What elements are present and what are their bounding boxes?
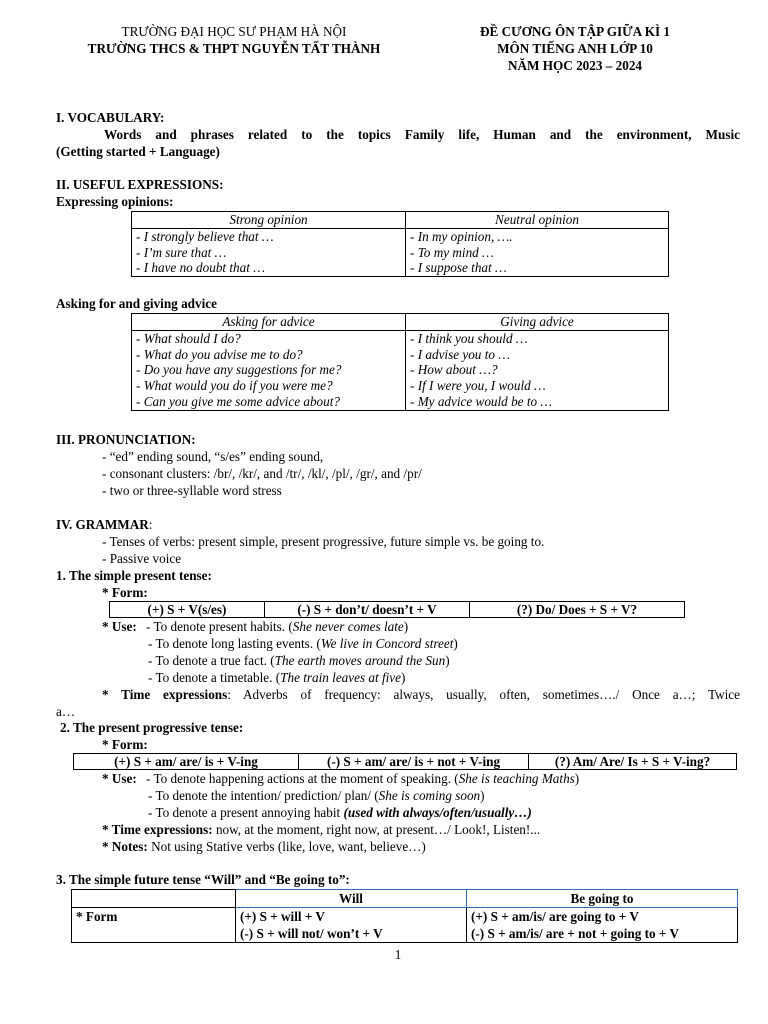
simple-present-title: 1. The simple present tense: — [56, 568, 212, 583]
table-cell: - To my mind … — [406, 245, 669, 261]
school-name-line2: TRƯỜNG THCS & THPT NGUYỄN TẤT THÀNH — [87, 41, 381, 56]
use-example: She never comes late — [292, 619, 404, 634]
opinions-table — [131, 211, 669, 277]
table-cell: - What do you advise me to do? — [132, 347, 406, 363]
use-end: ) — [401, 670, 406, 685]
use-text: - To denote a true fact. ( — [148, 653, 275, 668]
grammar-heading-text: IV. GRAMMAR — [56, 517, 149, 532]
time-label: * Time expressions: — [102, 822, 213, 837]
school-name-line1: TRƯỜNG ĐẠI HỌC SƯ PHẠM HÀ NỘI — [121, 24, 347, 39]
table-cell: - I advise you to … — [406, 347, 669, 363]
vocabulary-line2: (Getting started + Language) — [56, 144, 220, 159]
list-item: - “ed” ending sound, “s/es” ending sound, — [102, 449, 324, 464]
form-affirmative: (+) S + am/ are/ is + V-ing — [74, 754, 299, 770]
use-item — [148, 653, 450, 670]
use-end: ) — [445, 653, 450, 668]
table-cell: - What would you do if you were me? — [132, 378, 406, 394]
use-text: - To denote present habits. ( — [146, 619, 293, 634]
table-cell: - My advice would be to … — [406, 394, 669, 410]
time-expressions — [102, 822, 540, 839]
table-cell: - In my opinion, …. — [406, 228, 669, 244]
future-title: 3. The simple future tense “Will” and “Be going to”: — [56, 872, 350, 887]
table-header: Asking for advice — [132, 314, 406, 331]
use-item — [148, 788, 485, 805]
time-label: * Time expressions — [102, 687, 228, 702]
use-label: * Use: — [102, 619, 137, 634]
doc-title-line2: MÔN TIẾNG ANH LỚP 10 — [497, 41, 653, 56]
use-item — [146, 619, 408, 636]
form-question: (?) Am/ Are/ Is + S + V-ing? — [529, 754, 737, 770]
will-affirmative: (+) S + will + V — [240, 909, 325, 924]
list-item: - Tenses of verbs: present simple, present progressive, future simple vs. be going to. — [102, 534, 545, 549]
expressions-heading: II. USEFUL EXPRESSIONS: — [56, 177, 224, 192]
use-item — [148, 636, 458, 653]
time-expressions-cont: a… — [56, 704, 76, 719]
opinions-title: Expressing opinions: — [56, 194, 174, 209]
notes-text: Not using Stative verbs (like, love, want, believe…) — [147, 839, 426, 854]
table-cell — [467, 908, 738, 943]
table-cell: - I think you should … — [406, 330, 669, 346]
advice-table — [131, 313, 669, 411]
table-header — [72, 890, 236, 908]
doc-title-line1: ĐỀ CƯƠNG ÔN TẬP GIỮA KÌ 1 — [479, 24, 670, 39]
notes — [102, 839, 426, 856]
use-item — [148, 670, 405, 687]
page-number: 1 — [394, 947, 402, 962]
list-item: - consonant clusters: /br/, /kr/, and /tr/, /kl/, /pl/, /gr/, and /pr/ — [102, 466, 422, 481]
use-text: - To denote a timetable. ( — [148, 670, 281, 685]
table-cell: - I suppose that … — [406, 260, 669, 276]
table-header: Will — [236, 890, 467, 908]
list-item: - two or three-syllable word stress — [102, 483, 282, 498]
going-affirmative: (+) S + am/is/ are going to + V — [471, 909, 639, 924]
use-item — [146, 771, 579, 788]
use-example: She is coming soon — [378, 788, 481, 803]
use-example: We live in Concord street — [320, 636, 454, 651]
future-comparison-table — [71, 889, 738, 943]
use-text: - To denote the intention/ prediction/ plan/ ( — [148, 788, 379, 803]
use-end: ) — [453, 636, 458, 651]
form-negative: (-) S + am/ are/ is + not + V-ing — [299, 754, 529, 770]
table-cell: - How about …? — [406, 362, 669, 378]
form-affirmative: (+) S + V(s/es) — [110, 602, 265, 618]
use-text: - To denote a present annoying habit — [148, 805, 344, 820]
going-negative: (-) S + am/is/ are + not + going to + V — [471, 926, 679, 941]
table-header: Neutral opinion — [406, 212, 669, 229]
simple-present-form-table — [109, 601, 685, 618]
time-text: : Adverbs of frequency: always, usually, often, sometimes…./ Once a…; Twice — [227, 687, 741, 702]
time-expressions — [102, 687, 740, 704]
use-item — [148, 805, 532, 822]
time-text: now, at the moment, right now, at present…/ Look!, Listen!... — [212, 822, 541, 837]
table-cell: * Form — [72, 908, 236, 943]
present-progressive-form-table — [73, 753, 737, 770]
table-cell: - I strongly believe that … — [132, 228, 406, 244]
table-cell: - What should I do? — [132, 330, 406, 346]
table-cell: - If I were you, I would … — [406, 378, 669, 394]
pronunciation-heading: III. PRONUNCIATION: — [56, 432, 196, 447]
grammar-heading — [56, 517, 152, 534]
vocabulary-heading: I. VOCABULARY: — [56, 110, 165, 125]
use-example: (used with always/often/usually…) — [343, 805, 532, 820]
use-end: ) — [403, 619, 409, 634]
form-question: (?) Do/ Does + S + V? — [470, 602, 685, 618]
use-label: * Use: — [102, 771, 137, 786]
table-cell: - Can you give me some advice about? — [132, 394, 406, 410]
doc-title-line3: NĂM HỌC 2023 – 2024 — [507, 58, 643, 73]
advice-title: Asking for and giving advice — [56, 296, 217, 311]
list-item: - Passive voice — [102, 551, 182, 566]
table-cell — [236, 908, 467, 943]
table-cell: - Do you have any suggestions for me? — [132, 362, 406, 378]
table-header: Strong opinion — [132, 212, 406, 229]
use-text: - To denote happening actions at the moment of speaking. ( — [146, 771, 459, 786]
table-header: Be going to — [467, 890, 738, 908]
form-negative: (-) S + don’t/ doesn’t + V — [265, 602, 470, 618]
table-cell: - I’m sure that … — [132, 245, 406, 261]
use-text: - To denote long lasting events. ( — [148, 636, 321, 651]
use-end: ) — [574, 771, 580, 786]
grammar-heading-colon: : — [148, 517, 153, 532]
form-label: * Form: — [102, 737, 148, 752]
present-progressive-title: 2. The present progressive tense: — [60, 720, 244, 735]
will-negative: (-) S + will not/ won’t + V — [240, 926, 383, 941]
table-cell: - I have no doubt that … — [132, 260, 406, 276]
use-end: ) — [480, 788, 485, 803]
use-example: The earth moves around the Sun — [274, 653, 446, 668]
form-label: * Form: — [102, 585, 148, 600]
vocabulary-line1: Words and phrases related to the topics Family life, Human and the environment, Music — [104, 127, 740, 142]
use-example: She is teaching Maths — [458, 771, 575, 786]
notes-label: * Notes: — [102, 839, 148, 854]
use-example: The train leaves at five — [280, 670, 401, 685]
table-header: Giving advice — [406, 314, 669, 331]
